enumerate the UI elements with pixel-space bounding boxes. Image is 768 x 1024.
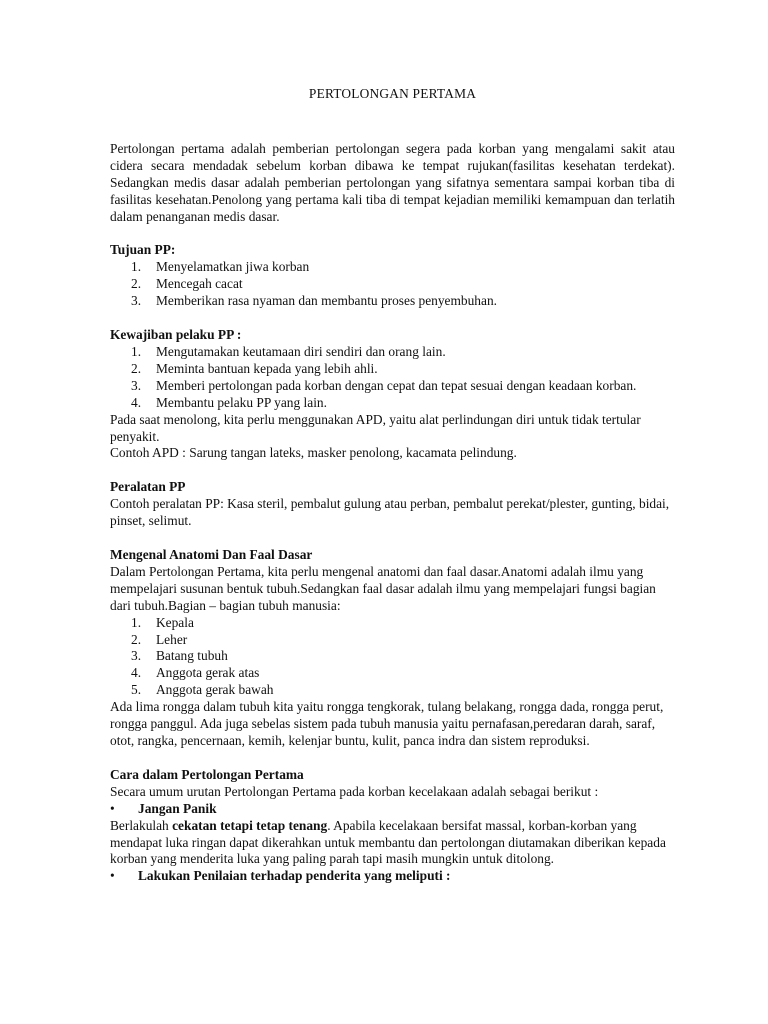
tujuan-heading: Tujuan PP:: [110, 242, 176, 258]
list-item: 4. Anggota gerak atas: [131, 665, 260, 681]
anatomi-text: Dalam Pertolongan Pertama, kita perlu mengenal anatomi dan faal dasar.Anatomi adalah ilmu yang mempelajari susunan bentuk tubuh.Sedangkan faal dasar adalah ilmu yang mempelajari fungsi bagian dari tubuh.Bagian – bagian tubuh manusia:: [110, 563, 656, 613]
kewajiban-list: [110, 344, 675, 412]
anatomi-list: [110, 615, 675, 700]
apd-note: Pada saat menolong, kita perlu menggunakan APD, yaitu alat perlindungan diri untuk tidak tertular penyakit.: [110, 411, 641, 444]
list-item: • Jangan Panik: [110, 800, 217, 816]
list-item: 2. Leher: [131, 631, 188, 647]
page-title: PERTOLONGAN PERTAMA: [308, 86, 477, 101]
list-item: 4. Membantu pelaku PP yang lain.: [131, 394, 327, 410]
rongga-paragraph: Ada lima rongga dalam tubuh kita yaitu rongga tengkorak, tulang belakang, rongga dada, rongga perut, rongga panggul. Ada juga sebelas sistem pada tubuh manusia yaitu pernafasan,peredaran darah, saraf, otot, rangka, pencernaan, kemih, kelenjar buntu, kulit, panca indra dan sistem reproduksi.: [110, 699, 664, 748]
list-item: 3. Memberi pertolongan pada korban dengan cepat dan tepat sesuai dengan keadaan korban.: [131, 377, 637, 393]
panik-paragraph: Berlakulah cekatan tetapi tetap tenang. Apabila kecelakaan bersifat massal, korban-korban yang mendapat luka ringan dapat dikerahkan untuk membantu dan pertolongan diutamakan diberikan kepada korban yang menderita luka yang paling parah tapi masih mungkin untuk ditolong.: [110, 817, 666, 867]
list-item: 1. Mengutamakan keutamaan diri sendiri dan orang lain.: [131, 343, 446, 359]
list-item: 3. Batang tubuh: [131, 648, 228, 664]
bullet-icon: •: [110, 800, 115, 816]
cara-intro: Secara umum urutan Pertolongan Pertama pada korban kecelakaan adalah sebagai berikut :: [110, 783, 599, 799]
cara-bullets-2: [110, 868, 675, 885]
bullet-icon: •: [110, 868, 115, 884]
peralatan-text: Contoh peralatan PP: Kasa steril, pembalut gulung atau perban, pembalut perekat/plester, gunting, bidai, pinset, selimut.: [110, 496, 670, 529]
list-item: 1. Kepala: [131, 614, 194, 630]
cara-heading: Cara dalam Pertolongan Pertama: [110, 766, 304, 782]
tujuan-list: [110, 259, 675, 310]
peralatan-heading: Peralatan PP: [110, 479, 186, 495]
intro-paragraph: Pertolongan pertama adalah pemberian pertolongan segera pada korban yang mengalami sakit atau cidera secara mendadak sebelum korban dibawa ke tempat rujukan(fasilitas kesehatan terdekat). Sedangkan medis dasar adalah pemberian pertolongan yang sifatnya sementara sampai korban tiba di fasilitas kesehatan.Penolong yang pertama kali tiba di tempat kejadian memiliki kemampuan dan terlatih dalam penanganan medis dasar.: [110, 140, 675, 224]
anatomi-heading: Mengenal Anatomi Dan Faal Dasar: [110, 547, 313, 563]
list-item: 1. Menyelamatkan jiwa korban: [131, 259, 310, 275]
document-body: [110, 86, 675, 885]
cara-bullets-1: [110, 801, 675, 818]
list-item: 2. Mencegah cacat: [131, 276, 243, 292]
list-item: 3. Memberikan rasa nyaman dan membantu proses penyembuhan.: [131, 293, 497, 309]
list-item: • Lakukan Penilaian terhadap penderita yang meliputi :: [110, 868, 451, 884]
kewajiban-heading: Kewajiban pelaku PP :: [110, 327, 242, 343]
list-item: 2. Meminta bantuan kepada yang lebih ahli.: [131, 360, 378, 376]
list-item: 5. Anggota gerak bawah: [131, 682, 274, 698]
apd-example: Contoh APD : Sarung tangan lateks, masker penolong, kacamata pelindung.: [110, 445, 517, 461]
